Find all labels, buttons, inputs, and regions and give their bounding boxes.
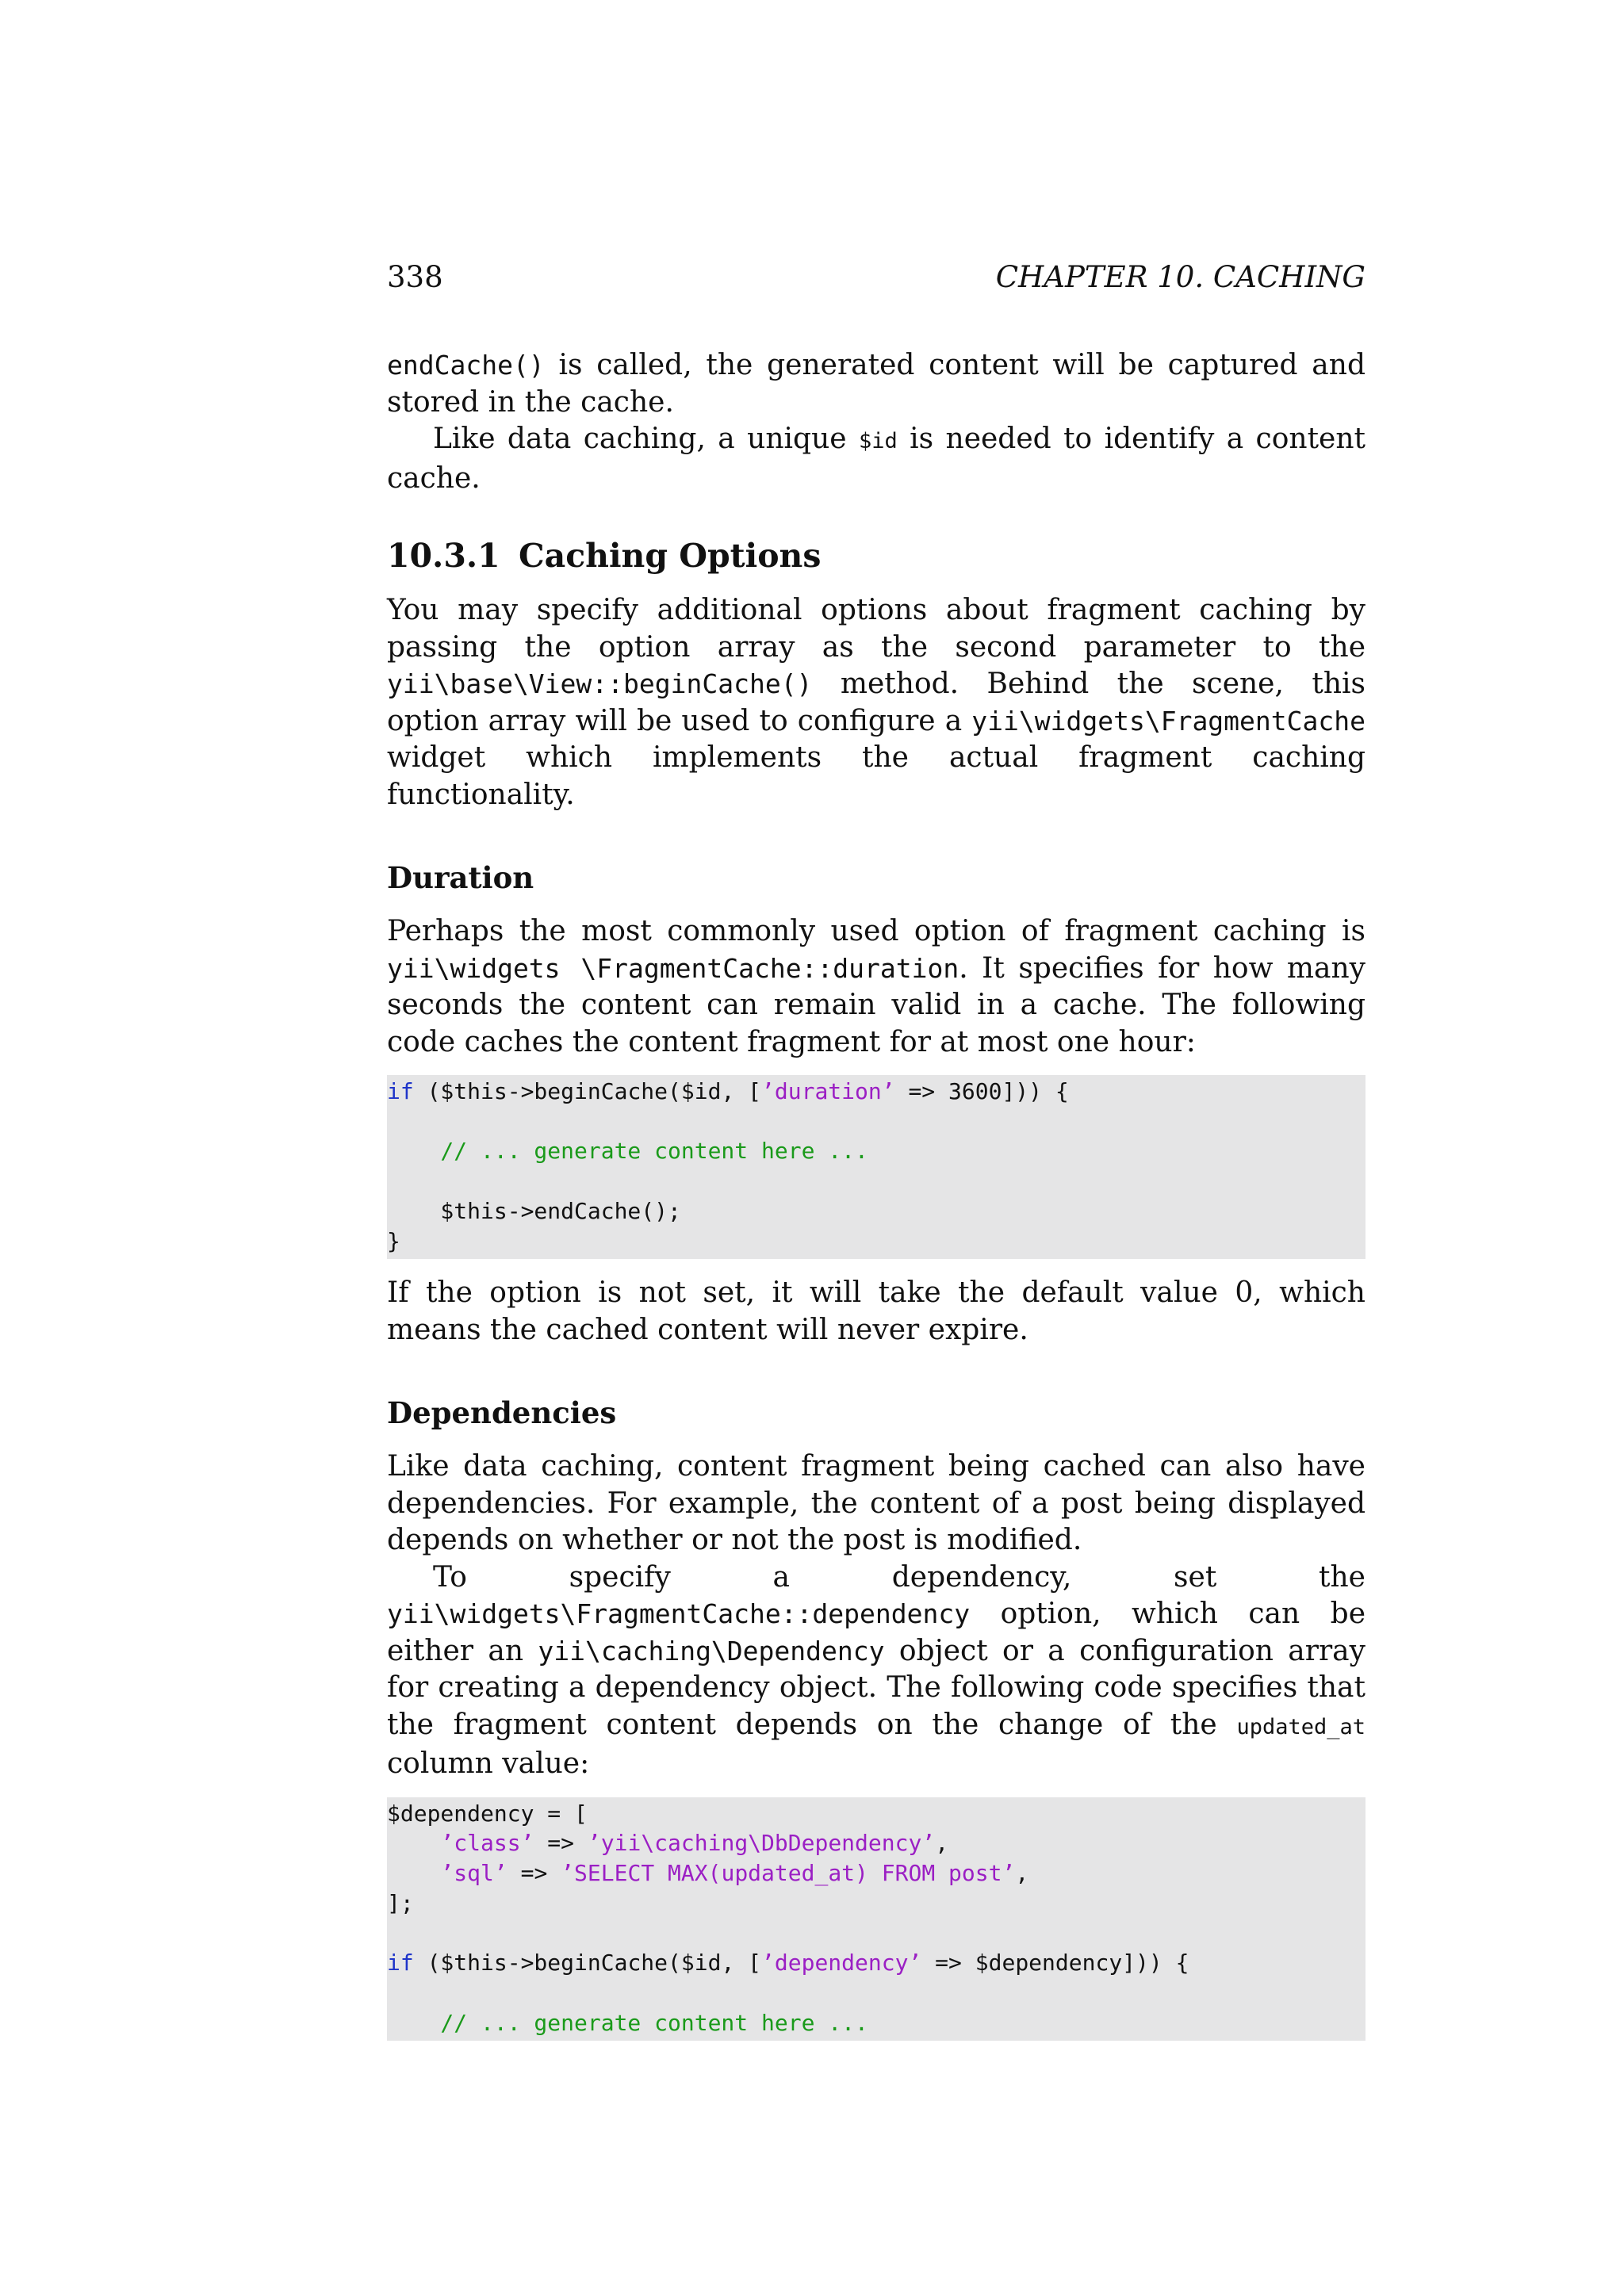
section-number: 10.3.1 xyxy=(387,537,500,575)
intro-paragraph: endCache() is called, the generated content will be captured and stored in the cache. xyxy=(387,349,1365,419)
chapter-title: CHAPTER 10. CACHING xyxy=(995,260,1365,294)
code-block-dependency: $dependency = [ ’class’ => ’yii\caching\DbDependency’, ’sql’ => ’SELECT MAX(updated_at) FROM post’, ]; if ($this->beginCache($id, [’dependency’ => $dependency])) { // ... generate content here ... xyxy=(387,1797,1365,2042)
caching-options-paragraph: You may specify additional options about fragment caching by passing the option array as the second parameter to the yii\base\View::beginCache() method. Behind the scene, this option array will be used to configure a yii\widgets\FragmentCache widget which implements the actual fragment caching functionality. xyxy=(387,594,1365,811)
subsection-heading-duration: Duration xyxy=(387,860,534,895)
subsection-heading-dependencies: Dependencies xyxy=(387,1395,617,1431)
inline-code-begincache: yii\base\View::beginCache() xyxy=(387,668,813,699)
dependencies-paragraph-2: To specify a dependency, set the yii\widgets\FragmentCache::dependency option, which can be either an yii\caching\Dependency object or a configuration array for creating a dependency object. The following code specifies that the fragment content depends on the change of the updated_at column value: xyxy=(387,1560,1365,1781)
dependencies-paragraph-1: Like data caching, content fragment being cached can also have dependencies. For example, the content of a post being displayed depends on whether or not the post is modified. xyxy=(387,1450,1365,1557)
duration-default-paragraph: If the option is not set, it will take the default value 0, which means the cached content will never expire. xyxy=(387,1276,1365,1346)
inline-code-dependency: yii\widgets\FragmentCache::dependency xyxy=(387,1598,971,1630)
inline-code-id: $id xyxy=(858,429,898,453)
inline-code-dependency-class: yii\caching\Dependency xyxy=(538,1635,885,1667)
page-number: 338 xyxy=(387,260,443,294)
duration-paragraph: Perhaps the most commonly used option of fragment caching is yii\widgets \FragmentCache::duration. It specifies for how many seconds the content can remain valid in a cache. The following code caches the content fragment for at most one hour: xyxy=(387,915,1365,1058)
inline-code-updated-at: updated_at xyxy=(1236,1714,1365,1739)
document-page xyxy=(387,254,1365,2057)
running-header xyxy=(387,254,1365,301)
section-heading xyxy=(387,534,1365,578)
code-block-duration: if ($this->beginCache($id, [’duration’ => 3600])) { // ... generate content here ... $this->endCache(); } xyxy=(387,1075,1365,1259)
inline-code-endcache: endCache() xyxy=(387,350,545,381)
inline-code-duration: yii\widgets \FragmentCache::duration xyxy=(387,952,959,984)
inline-code-fragmentcache: yii\widgets\FragmentCache xyxy=(971,705,1365,737)
section-title: Caching Options xyxy=(519,537,822,575)
intro-paragraph-2: Like data caching, a unique $id is needed to identify a content cache. xyxy=(387,423,1365,495)
